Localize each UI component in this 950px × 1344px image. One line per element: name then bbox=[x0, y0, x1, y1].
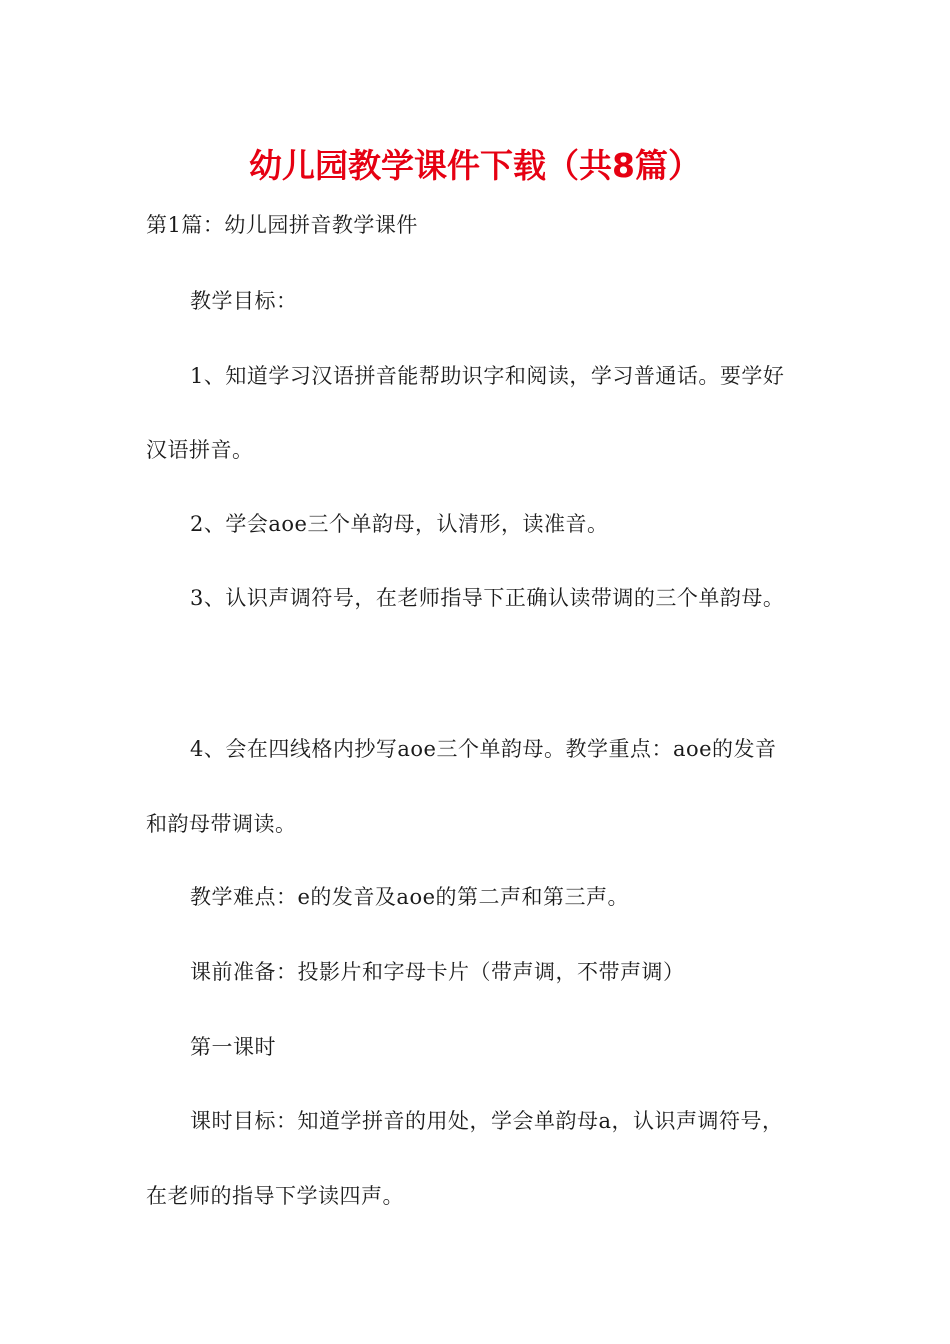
paragraph-line: 4、会在四线格内抄写aoe三个单韵母。教学重点：aoe的发音 bbox=[190, 737, 777, 761]
paragraph-line: 教学目标： bbox=[190, 289, 298, 313]
paragraph-line: 3、认识声调符号，在老师指导下正确认读带调的三个单韵母。 bbox=[190, 586, 785, 610]
paragraph-line: 教学难点：e的发音及aoe的第二声和第三声。 bbox=[190, 885, 630, 909]
paragraph-line: 2、学会aoe三个单韵母，认清形，读准音。 bbox=[190, 512, 609, 536]
paragraph-line: 和韵母带调读。 bbox=[146, 812, 297, 836]
paragraph-line: 在老师的指导下学读四声。 bbox=[146, 1184, 404, 1208]
paragraph-line: 课前准备：投影片和字母卡片（带声调，不带声调） bbox=[190, 960, 685, 984]
paragraph-line: 汉语拼音。 bbox=[146, 438, 254, 462]
paragraph-line: 1、知道学习汉语拼音能帮助识字和阅读，学习普通话。要学好 bbox=[190, 364, 785, 388]
paragraph-line: 第一课时 bbox=[190, 1035, 276, 1059]
document-title: 幼儿园教学课件下载（共8篇） bbox=[249, 146, 701, 185]
paragraph-line: 课时目标：知道学拼音的用处，学会单韵母a，认识声调符号， bbox=[190, 1109, 784, 1133]
section-heading: 第1篇：幼儿园拼音教学课件 bbox=[146, 213, 418, 237]
